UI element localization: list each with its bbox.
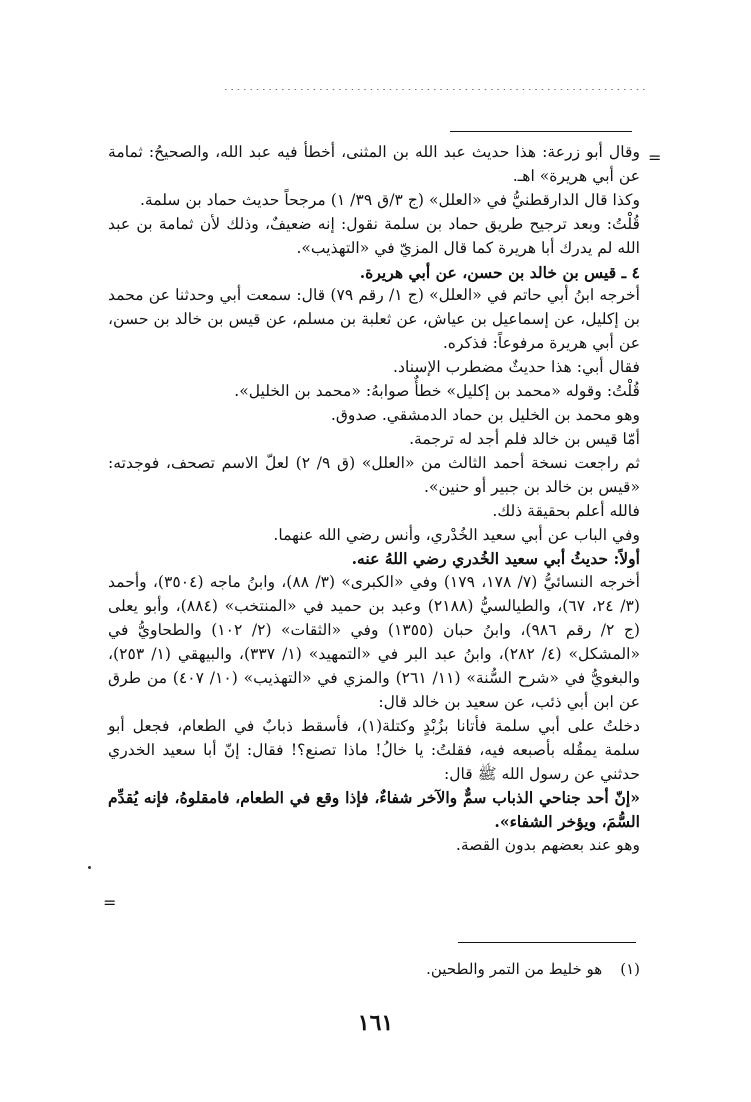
section-heading: أولاً: حديثُ أبي سعيد الخُدري رضي اللهُ عنه.: [351, 549, 640, 569]
paragraph: وهو محمد بن الخليل بن حماد الدمشقي. صدوق.: [330, 405, 640, 424]
page-number: ١٦١: [357, 1010, 394, 1036]
paragraph: وكذا قال الدارقطنيُّ في «العلل» (ج ٣/ق ٣٩/ ١) مرجحاً حديث حماد بن سلمة.: [139, 190, 640, 209]
paragraph: فقال أبي: هذا حديثٌ مضطرب الإسناد.: [393, 358, 640, 377]
header-dotted-line: ...................................................................: [223, 80, 648, 90]
footnote-rule: [458, 942, 636, 943]
paragraph: ثم راجعت نسخة أحمد الثالث من «العلل» (ق ٩/ ٢) لعلّ الاسم تصحف، فوجدته: «قيس بن خالد بن جبير أو حنين».: [108, 453, 641, 496]
main-text: [108, 141, 640, 858]
paragraph: أخرجه النسائيُّ (٧/ ١٧٨، ١٧٩) وفي «الكبرى» (٣/ ٨٨)، وابنُ ماجه (٣٥٠٤)، وأحمد (٣/ ٢٤، ٦٧)، والطيالسيُّ (٢١٨٨) وعبد بن حميد في «المنتخب» (٨٨٤)، وأبو يعلى (ج ٢/ رقم ٩٨٦)، وابنُ حبان (١٣٥٥) وفي «الثقات» (٢/ ١٠٢) والطحاويُّ في «المشكل» (٤/ ٢٨٢)، وابنُ عبد البر في «التمهيد» (١/ ٣٣٧)، والبيهقي (١/ ٢٥٣)، والبغويُّ في «شرح السُّنة» (١١/ ٢٦١) والمزي في «التهذيب» (١٠/ ٤٠٧) من طرق عن ابن أبي ذئب، عن سعيد بن خالد قال:: [108, 573, 640, 711]
paragraph-heading: ٤ ـ قيس بن خالد بن حسن، عن أبي هريرة.: [359, 262, 640, 282]
paragraph: وهو عند بعضهم بدون القصة.: [455, 836, 640, 855]
paragraph: فالله أعلم بحقيقة ذلك.: [492, 501, 640, 520]
continuation-marker-top: =: [648, 148, 662, 167]
paragraph: أمّا قيس بن خالد فلم أجد له ترجمة.: [409, 429, 640, 448]
continuation-rule: [450, 131, 632, 132]
footnote-text: هو خليط من التمر والطحين.: [426, 960, 603, 978]
paragraph: وقال أبو زرعة: هذا حديث عبد الله بن المثنى، أخطأ فيه عبد الله، والصحيحُ: ثمامة عن أبي هريرة» اهـ.: [108, 143, 640, 185]
stray-dot: [88, 866, 91, 869]
paragraph: دخلتُ على أبي سلمة فأتانا بزُبْدٍ وكتلة(١)، فأسقط ذبابٌ في الطعام، فجعل أبو سلمة يمقُله بأصبعه فيه، فقلتُ: يا خالُ! ماذا تصنع؟! فقال: إنّ أبا سعيد الخدري حدثني عن رسول الله ﷺ قال:: [108, 716, 640, 783]
footnote: [300, 958, 640, 980]
footnote-number: (١): [620, 960, 640, 978]
paragraph: وفي الباب عن أبي سعيد الخُدْري، وأنس رضي الله عنهما.: [273, 525, 640, 544]
paragraph: أخرجه ابنُ أبي حاتم في «العلل» (ج ١/ رقم ٧٩) قال: سمعت أبي وحدثنا عن محمد بن إكليل، عن إسماعيل بن عياش، عن ثعلبة بن مسلم، عن قيس بن خالد بن حسن، عن أبي هريرة مرفوعاً: فذكره.: [108, 286, 641, 353]
continuation-marker-bottom: =: [103, 893, 117, 912]
hadith-quote: «إنّ أحد جناحي الذباب سمٌّ والآخر شفاءٌ، فإذا وقع في الطعام، فامقلوهُ، فإنه يُقدِّم السُّمَ، ويؤخر الشفاء».: [108, 788, 640, 832]
paragraph: قُلْتُ: وقوله «محمد بن إكليل» خطأٌ صوابهُ: «محمد بن الخليل».: [234, 382, 640, 401]
paragraph: قُلْتُ: وبعد ترجيح طريق حماد بن سلمة نقول: إنه ضعيفٌ، وذلك لأن ثمامة بن عبد الله لم يدرك أبا هريرة كما قال المزيّ في «التهذيب».: [108, 214, 640, 257]
